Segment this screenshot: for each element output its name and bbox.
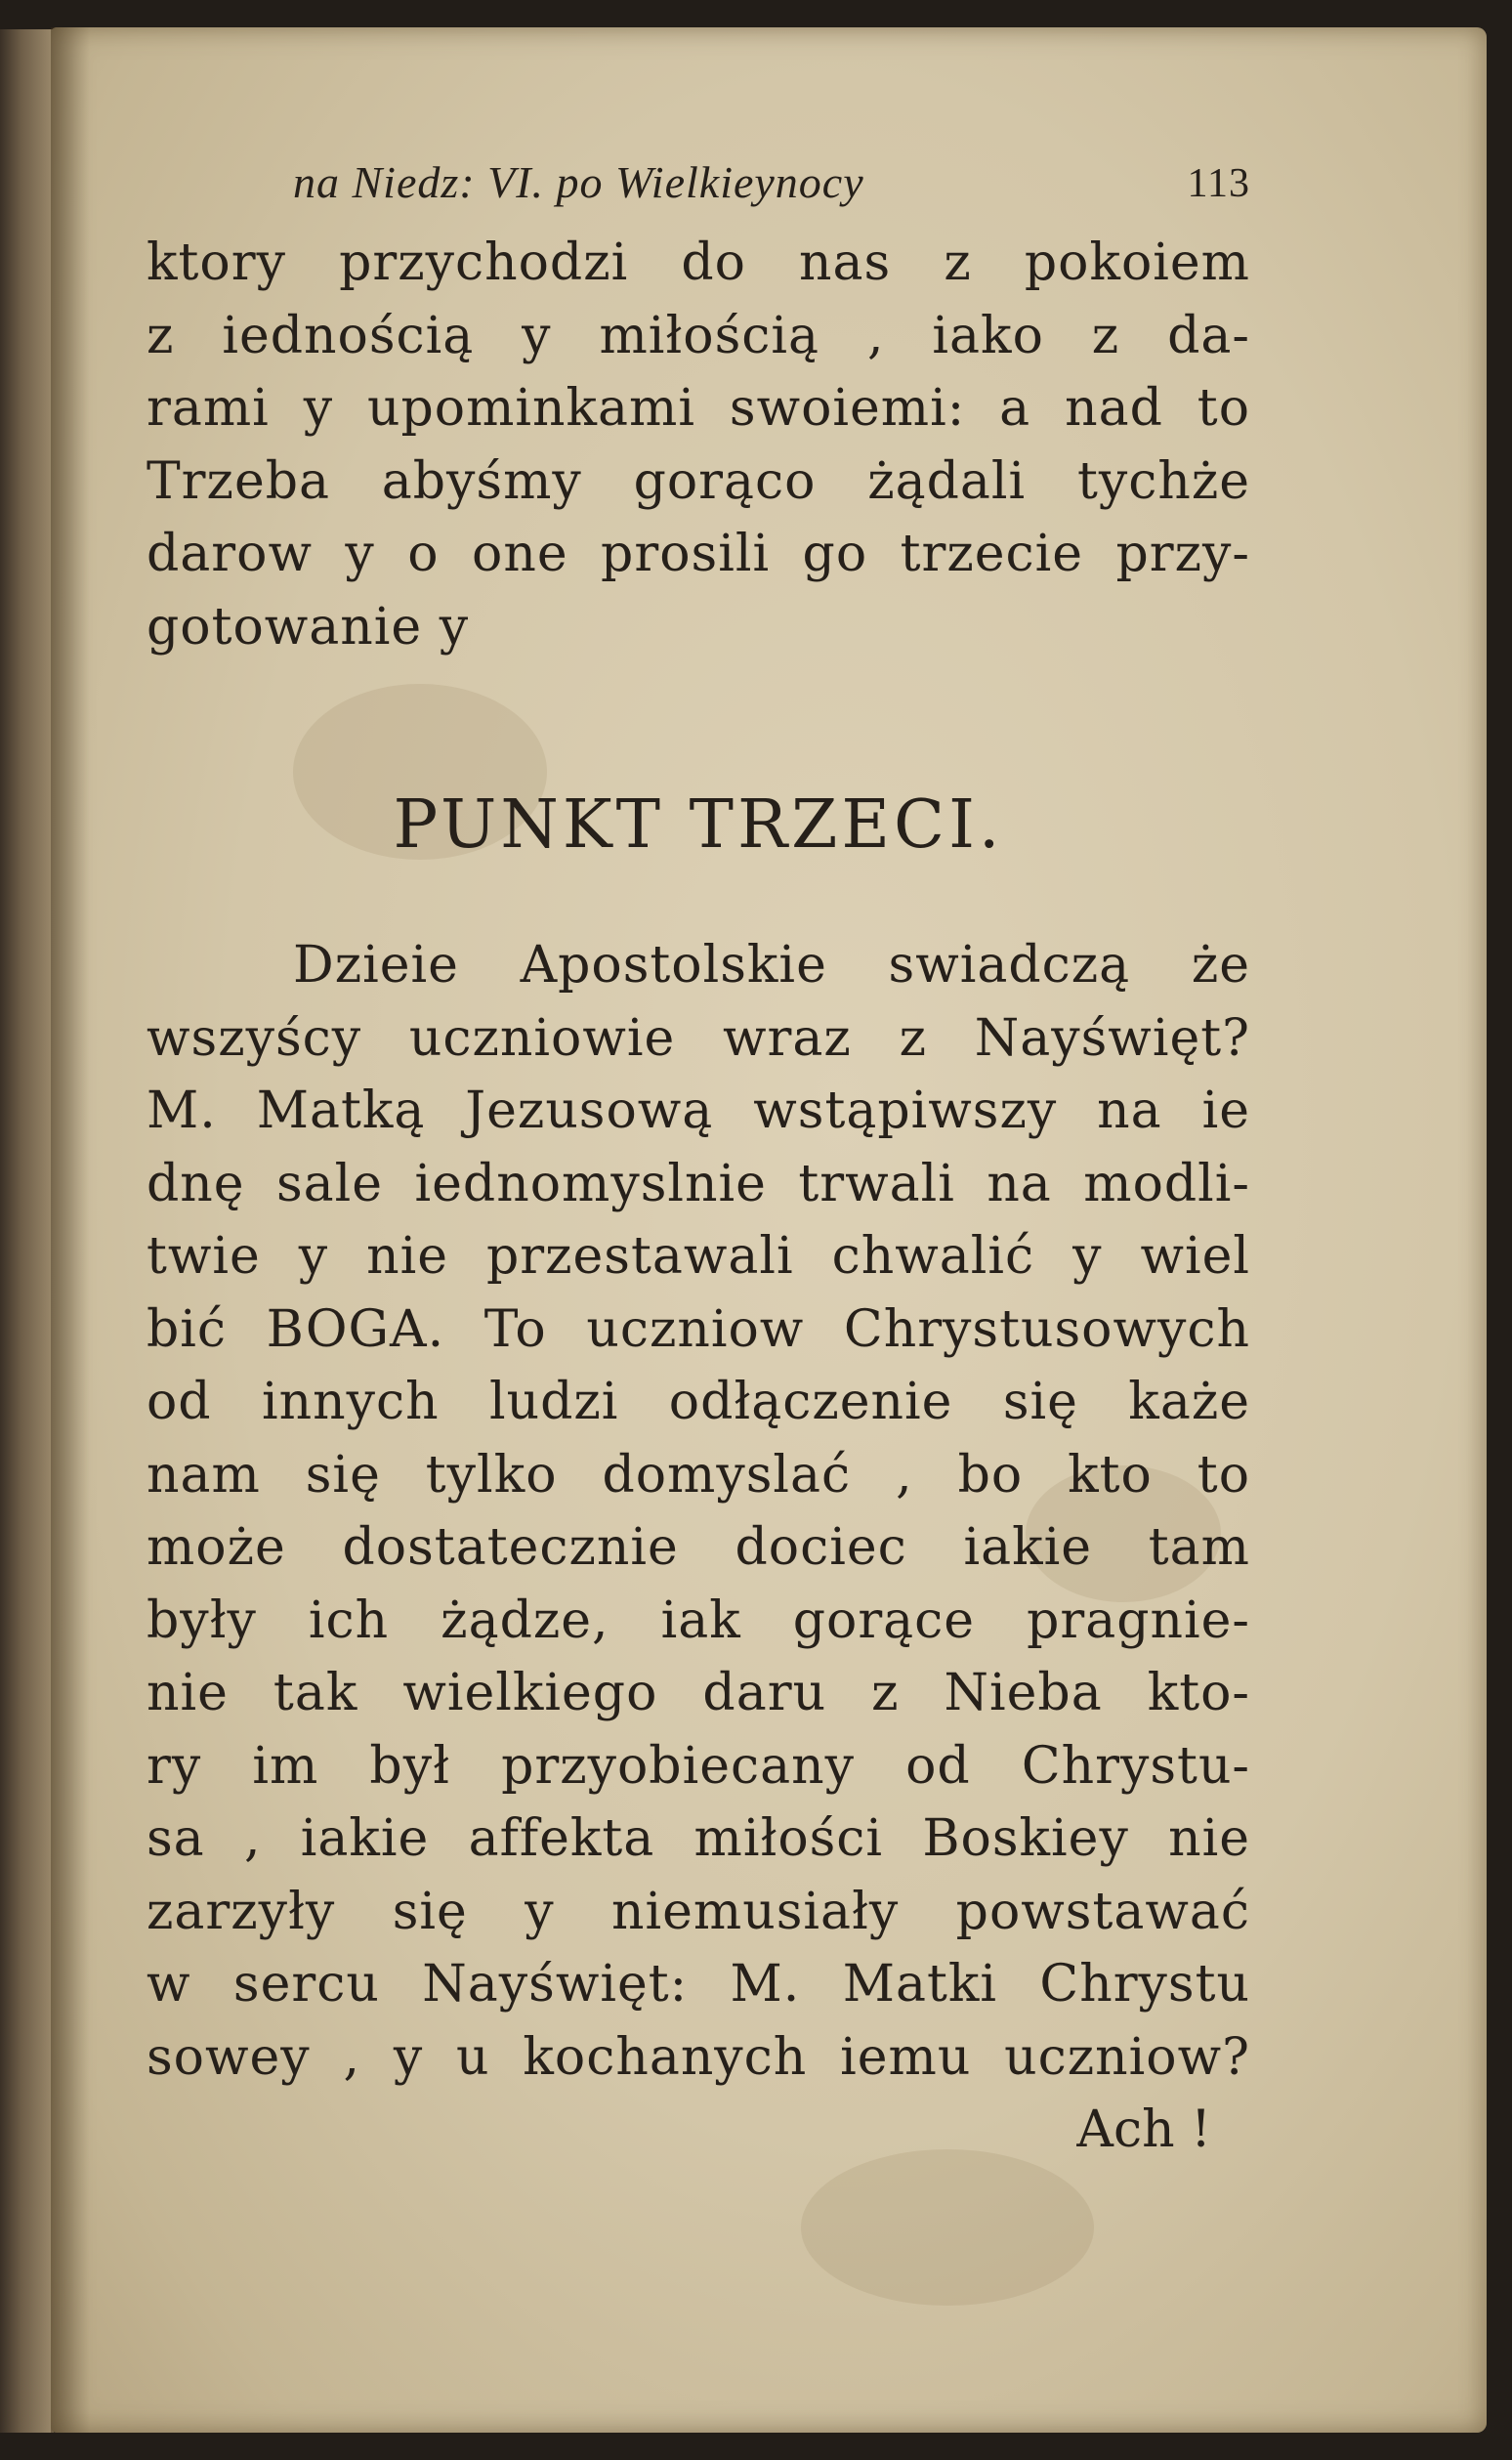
text-line: ktory przychodzi do nas z pokoiem bbox=[147, 233, 1250, 292]
text-line: były ich żądze, iak gorące pragnie- bbox=[147, 1591, 1250, 1650]
text-line: sa , iakie affekta miłości Boskiey nie bbox=[147, 1809, 1250, 1868]
text-line: Dzieie Apostolskie swiadczą że bbox=[293, 936, 1250, 995]
text-line: zarzyły się y niemusiały powstawać bbox=[147, 1882, 1250, 1941]
text-line: Trzeba abyśmy gorąco żądali tychże bbox=[147, 451, 1250, 511]
text-line: w sercu Nayświęt: M. Matki Chrystu bbox=[147, 1955, 1250, 2014]
paragraph-1 bbox=[147, 227, 1250, 663]
text-line: M. Matką Jezusową wstąpiwszy na ie bbox=[147, 1082, 1250, 1140]
paper-stain bbox=[801, 2149, 1094, 2306]
text-line: może dostatecznie dociec iakie tam bbox=[147, 1518, 1250, 1577]
running-title: na Niedz: VI. po Wielkieynocy bbox=[293, 157, 864, 207]
text-line: wszyścy uczniowie wraz z Nayświęt? bbox=[147, 1008, 1250, 1068]
section-heading: PUNKT TRZECI. bbox=[393, 786, 1004, 864]
page-number: 113 bbox=[1187, 161, 1250, 206]
page-gutter-shadow bbox=[51, 27, 90, 2433]
text-line: od innych ludzi odłączenie się każe bbox=[147, 1373, 1250, 1431]
text-line: darow y o one prosili go trzecie przy- bbox=[147, 525, 1250, 583]
text-line: twie y nie przestawali chwalić y wiel bbox=[147, 1227, 1250, 1286]
paragraph-2 bbox=[147, 929, 1250, 2094]
page-content bbox=[147, 156, 1250, 2167]
text-line: rami y upominkami swoiemi: a nad to bbox=[147, 379, 1250, 438]
text-line: bić BOGA. To uczniow Chrystusowych bbox=[147, 1299, 1250, 1359]
text-line: nie tak wielkiego daru z Nieba kto- bbox=[147, 1664, 1250, 1722]
text-line: gotowanie y bbox=[147, 597, 470, 657]
text-line: ry im był przyobiecany od Chrystu- bbox=[147, 1736, 1250, 1796]
text-line: sowey , y u kochanych iemu uczniow? bbox=[147, 2027, 1250, 2087]
text-line: nam się tylko domyslać , bo kto to bbox=[147, 1445, 1250, 1505]
catchword: Ach ! bbox=[1076, 2100, 1211, 2159]
text-line: z iednością y miłością , iako z da- bbox=[147, 306, 1250, 365]
page-header bbox=[147, 156, 1250, 227]
text-line: dnę sale iednomyslnie trwali na modli- bbox=[147, 1154, 1250, 1213]
adjacent-page-edge bbox=[0, 29, 54, 2433]
